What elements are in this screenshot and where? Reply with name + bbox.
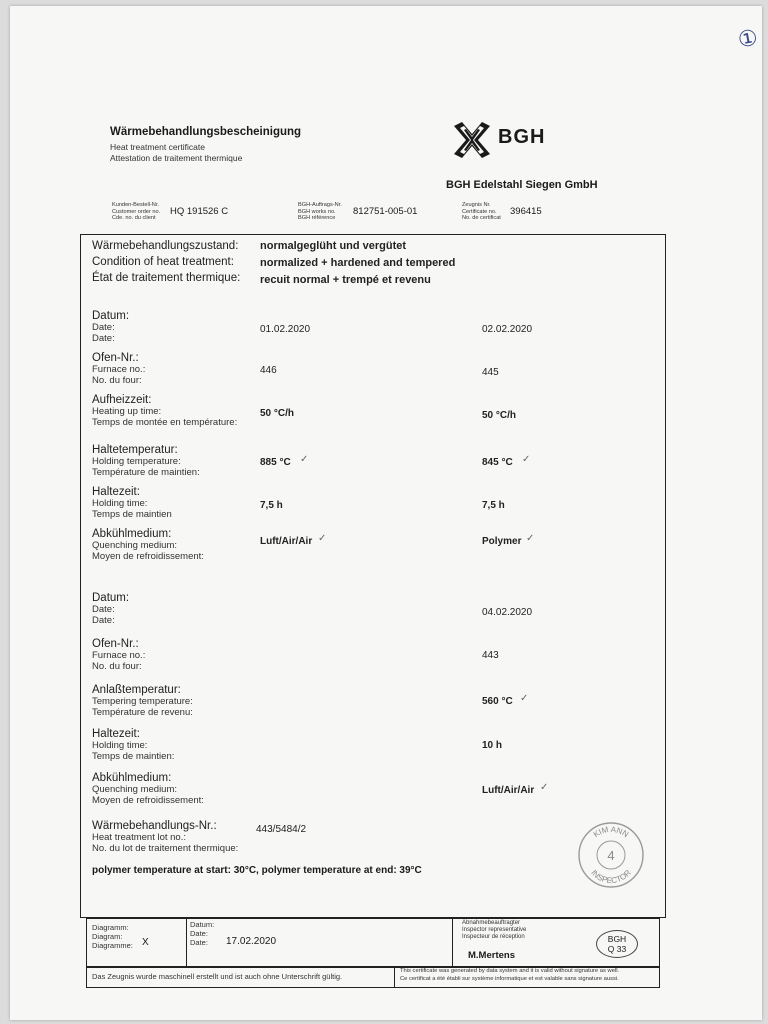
s1-quench-v1: Luft/Air/Air: [260, 536, 313, 547]
condition-label-fr: État de traitement thermique:: [92, 272, 241, 284]
works-no-label-fr: BGH référence: [298, 215, 336, 221]
s2-temper-labels: [92, 684, 193, 718]
condition-label-de: Wärmebehandlungszustand:: [92, 240, 239, 252]
s2-date-v2: 04.02.2020: [482, 607, 533, 618]
s2-furnace-de: Ofen-Nr.:: [92, 638, 139, 650]
badge-line-2: Q 33: [607, 944, 627, 954]
s2-date-de: Datum:: [92, 592, 130, 604]
s1-holdtime-v2: 7,5 h: [482, 500, 505, 511]
svg-text:KIM ANN: [592, 825, 631, 839]
s1-holdtime-fr: Temps de maintien: [92, 509, 172, 520]
inspector-en: Inspector representative: [462, 927, 527, 933]
s2-quench-en: Quenching medium:: [92, 784, 178, 795]
s1-holdtemp-v2: 845 °C: [482, 457, 513, 468]
check-mark-icon: ✓: [318, 533, 327, 544]
condition-value-en: normalized + hardened and tempered: [260, 257, 456, 269]
s2-holdtime-de: Haltezeit:: [92, 728, 140, 740]
certificate-no-label-fr: No. de certificat: [462, 215, 501, 221]
works-no-label-en: BGH works no.: [298, 208, 336, 215]
footer-note-fr: Ce certificat a été établi sur système informatique et est valable sans signature aussi.: [400, 975, 619, 982]
lot-labels: [92, 820, 238, 854]
footer-date-value: 17.02.2020: [226, 936, 277, 947]
s1-furnace-en: Furnace no.:: [92, 364, 146, 375]
check-mark-icon: ✓: [522, 454, 531, 465]
inspector-fr: Inspecteur de réception: [462, 934, 525, 940]
condition-value-de: normalgeglüht und vergütet: [260, 240, 407, 252]
s1-holdtemp-v1: 885 °C: [260, 457, 291, 468]
s1-holdtime-en: Holding time:: [92, 498, 148, 509]
lot-fr: No. du lot de traitement thermique:: [92, 843, 239, 854]
check-mark-icon: ✓: [526, 533, 535, 544]
lot-en: Heat treatment lot no.:: [92, 832, 186, 843]
inspector-stamp: [576, 820, 646, 890]
s1-quench-labels: [92, 528, 204, 562]
footer-note-en-fr: [400, 968, 619, 983]
stamp-icon: [576, 820, 646, 890]
s1-date-de: Datum:: [92, 310, 130, 322]
s1-quench-fr: Moyen de refroidissement:: [92, 551, 204, 562]
s1-date-fr: Date:: [92, 333, 115, 344]
bgh-logo-icon: [452, 120, 492, 160]
inspector-labels: [462, 920, 526, 941]
corner-mark: ①: [735, 24, 760, 53]
diagram-mark: X: [142, 937, 149, 948]
stamp-number: 4: [607, 848, 615, 863]
company-name: BGH Edelstahl Siegen GmbH: [446, 179, 598, 191]
s1-heating-v1: 50 °C/h: [260, 408, 295, 419]
s1-holdtime-labels: [92, 486, 172, 520]
s1-quench-v2: Polymer: [482, 536, 522, 547]
date-en: Date:: [190, 929, 208, 938]
footer-note-divider: [394, 966, 395, 988]
s2-quench-v2: Luft/Air/Air: [482, 785, 535, 796]
s2-quench-de: Abkühlmedium:: [92, 772, 172, 784]
badge-line-1: BGH: [607, 934, 627, 944]
s1-holdtime-v1: 7,5 h: [260, 500, 283, 511]
s1-date-v1: 01.02.2020: [260, 324, 311, 335]
footer-note-de: Das Zeugnis wurde maschinell erstellt und ist auch ohne Unterschrift gültig.: [92, 972, 343, 981]
stamp-name: KIM ANN: [591, 824, 631, 840]
s1-furnace-fr: No. du four:: [92, 375, 142, 386]
s1-furnace-de: Ofen-Nr.:: [92, 352, 139, 364]
s2-temper-fr: Température de revenu:: [92, 707, 193, 718]
logo-text: BGH: [498, 126, 546, 148]
date-fr: Date:: [190, 938, 208, 947]
s1-heating-fr: Temps de montée en température:: [92, 417, 238, 428]
diagram-en: Diagram:: [92, 932, 123, 941]
diagram-fr: Diagramme:: [92, 941, 133, 950]
s1-holdtime-de: Haltezeit:: [92, 486, 140, 498]
s1-furnace-labels: [92, 352, 145, 386]
s1-quench-en: Quenching medium:: [92, 540, 178, 551]
certificate-no-ref: [462, 202, 501, 222]
inspector-name: M.Mertens: [468, 950, 515, 961]
s1-quench-de: Abkühlmedium:: [92, 528, 172, 540]
s2-holdtime-en: Holding time:: [92, 740, 148, 751]
s2-furnace-labels: [92, 638, 145, 672]
s1-holdtemp-labels: [92, 444, 200, 478]
footer-note-en: This certificate was generated by data system and it is valid without signature as well.: [400, 968, 620, 974]
diagram-de: Diagramm:: [92, 923, 129, 932]
certificate-no-label-de: Zeugnis Nr.: [462, 202, 491, 208]
doc-title: Wärmebehandlungsbescheinigung: [110, 126, 302, 138]
s1-date-en: Date:: [92, 322, 115, 333]
customer-order-value: HQ 191526 C: [170, 206, 229, 217]
check-mark-icon: ✓: [540, 782, 549, 793]
s1-furnace-v1: 446: [260, 365, 277, 376]
s1-date-v2: 02.02.2020: [482, 324, 533, 335]
s2-furnace-en: Furnace no.:: [92, 650, 146, 661]
customer-order-ref: [112, 202, 160, 222]
s1-holdtemp-fr: Température de maintien:: [92, 467, 200, 478]
s1-date-labels: [92, 310, 129, 344]
date-labels: [190, 920, 214, 947]
footer-box: [86, 918, 660, 968]
s2-furnace-v2: 443: [482, 650, 499, 661]
diagram-labels: [92, 923, 133, 950]
customer-order-label-fr: Cde. no. du client: [112, 215, 156, 221]
lot-de: Wärmebehandlungs-Nr.:: [92, 820, 217, 832]
s1-heating-labels: [92, 394, 237, 428]
lot-value: 443/5484/2: [256, 824, 307, 835]
certificate-no-label-en: Certificate no.: [462, 208, 497, 215]
s1-furnace-v2: 445: [482, 367, 499, 378]
s2-quench-labels: [92, 772, 204, 806]
s2-holdtime-fr: Temps de maintien:: [92, 751, 175, 762]
s2-temper-v2: 560 °C: [482, 696, 513, 707]
doc-title-en: Heat treatment certificate: [110, 142, 205, 152]
s2-date-fr: Date:: [92, 615, 115, 626]
doc-title-fr: Attestation de traitement thermique: [110, 153, 243, 163]
bgh-logo: [452, 118, 562, 166]
certificate-sheet: [10, 6, 762, 1020]
s1-heating-en: Heating up time:: [92, 406, 162, 417]
s2-date-en: Date:: [92, 604, 115, 615]
inspector-badge: [596, 930, 638, 958]
main-box: [80, 234, 666, 918]
check-mark-icon: ✓: [300, 454, 309, 465]
footer-divider-2: [452, 918, 453, 968]
s2-temper-en: Tempering temperature:: [92, 696, 193, 707]
s2-furnace-fr: No. du four:: [92, 661, 142, 672]
condition-value-fr: recuit normal + trempé et revenu: [260, 274, 431, 286]
s1-heating-v2: 50 °C/h: [482, 410, 517, 421]
stamp-role: INSPECTOR: [589, 868, 633, 886]
s2-quench-fr: Moyen de refroidissement:: [92, 795, 204, 806]
customer-order-label-en: Customer order no.: [112, 208, 161, 215]
works-no-ref: [298, 202, 342, 222]
s1-holdtemp-de: Haltetemperatur:: [92, 444, 178, 456]
works-no-value: 812751-005-01: [353, 206, 418, 217]
s1-heating-de: Aufheizzeit:: [92, 394, 152, 406]
condition-label-en: Condition of heat treatment:: [92, 256, 234, 268]
polymer-note: polymer temperature at start: 30°C, polymer temperature at end: 39°C: [92, 865, 422, 876]
footer-divider-1: [186, 918, 187, 968]
s1-holdtemp-en: Holding temperature:: [92, 456, 181, 467]
works-no-label-de: BGH-Auftrags-Nr.: [298, 202, 342, 208]
s2-holdtime-v2: 10 h: [482, 740, 503, 751]
s2-holdtime-labels: [92, 728, 174, 762]
customer-order-label-de: Kunden-Bestell-Nr.: [112, 202, 159, 208]
s2-date-labels: [92, 592, 129, 626]
check-mark-icon: ✓: [520, 693, 529, 704]
inspector-de: Abnahmebeauftragter: [462, 920, 521, 926]
date-de: Datum:: [190, 920, 215, 929]
s2-temper-de: Anlaßtemperatur:: [92, 684, 181, 696]
certificate-no-value: 396415: [510, 206, 542, 217]
